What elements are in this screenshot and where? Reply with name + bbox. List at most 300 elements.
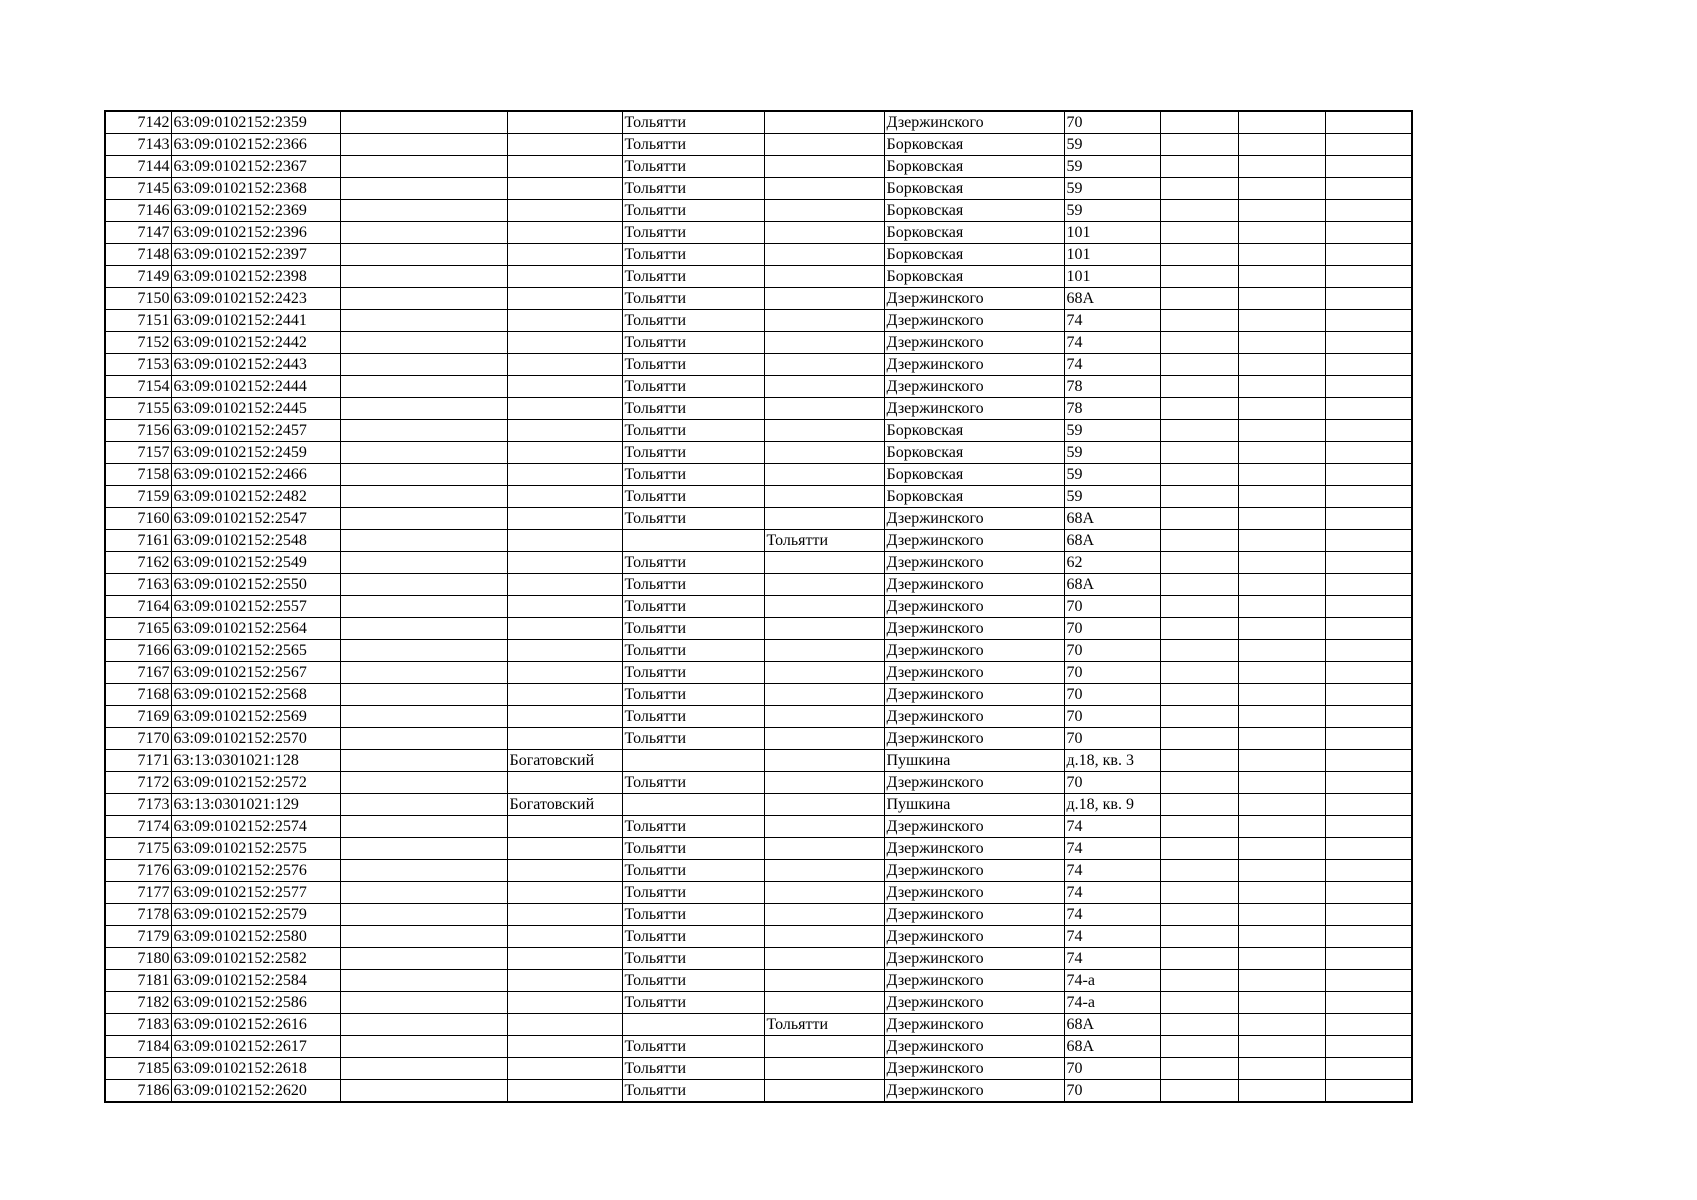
empty-cell (340, 772, 507, 794)
settlement-cell (764, 794, 884, 816)
empty-cell (1238, 354, 1325, 376)
empty-cell (1325, 354, 1412, 376)
empty-cell (1160, 794, 1238, 816)
district-cell (507, 244, 622, 266)
empty-cell (1325, 882, 1412, 904)
cadastral-number-cell: 63:09:0102152:2457 (171, 420, 340, 442)
cadastral-number-cell: 63:09:0102152:2574 (171, 816, 340, 838)
empty-cell (1325, 618, 1412, 640)
empty-cell (340, 970, 507, 992)
settlement-cell (764, 1058, 884, 1080)
table-row (105, 948, 1412, 970)
street-cell: Дзержинского (884, 970, 1064, 992)
city-cell: Тольятти (622, 1080, 764, 1103)
house-cell: 74 (1064, 354, 1160, 376)
city-cell: Тольятти (622, 574, 764, 596)
empty-cell (340, 288, 507, 310)
settlement-cell (764, 200, 884, 222)
settlement-cell (764, 134, 884, 156)
empty-cell (1238, 376, 1325, 398)
empty-cell (1325, 111, 1412, 134)
table-row (105, 574, 1412, 596)
city-cell: Тольятти (622, 156, 764, 178)
city-cell: Тольятти (622, 816, 764, 838)
house-cell: 74-а (1064, 970, 1160, 992)
row-number-cell: 7145 (105, 178, 171, 200)
house-cell: 74 (1064, 332, 1160, 354)
cadastral-number-cell: 63:09:0102152:2580 (171, 926, 340, 948)
city-cell: Тольятти (622, 398, 764, 420)
empty-cell (1325, 706, 1412, 728)
empty-cell (340, 178, 507, 200)
settlement-cell (764, 552, 884, 574)
table-row (105, 552, 1412, 574)
empty-cell (340, 530, 507, 552)
row-number-cell: 7148 (105, 244, 171, 266)
street-cell: Дзержинского (884, 926, 1064, 948)
empty-cell (1160, 904, 1238, 926)
empty-cell (1238, 816, 1325, 838)
empty-cell (1238, 926, 1325, 948)
district-cell (507, 354, 622, 376)
empty-cell (1160, 596, 1238, 618)
empty-cell (1325, 904, 1412, 926)
empty-cell (1160, 1036, 1238, 1058)
table-row (105, 530, 1412, 552)
district-cell (507, 728, 622, 750)
street-cell: Дзержинского (884, 596, 1064, 618)
city-cell: Тольятти (622, 992, 764, 1014)
house-cell: 74 (1064, 310, 1160, 332)
table-row (105, 794, 1412, 816)
empty-cell (1325, 1080, 1412, 1103)
house-cell: 70 (1064, 728, 1160, 750)
street-cell: Дзержинского (884, 354, 1064, 376)
district-cell (507, 200, 622, 222)
row-number-cell: 7154 (105, 376, 171, 398)
house-cell: 68А (1064, 574, 1160, 596)
district-cell (507, 772, 622, 794)
empty-cell (1160, 706, 1238, 728)
empty-cell (1325, 266, 1412, 288)
settlement-cell: Тольятти (764, 1014, 884, 1036)
house-cell: 59 (1064, 464, 1160, 486)
cadastral-number-cell: 63:09:0102152:2575 (171, 838, 340, 860)
empty-cell (1325, 684, 1412, 706)
cadastral-number-cell: 63:09:0102152:2569 (171, 706, 340, 728)
row-number-cell: 7149 (105, 266, 171, 288)
district-cell (507, 816, 622, 838)
street-cell: Дзержинского (884, 398, 1064, 420)
empty-cell (1325, 1036, 1412, 1058)
table-row (105, 398, 1412, 420)
settlement-cell (764, 772, 884, 794)
cadastral-number-cell: 63:09:0102152:2396 (171, 222, 340, 244)
cadastral-number-cell: 63:09:0102152:2618 (171, 1058, 340, 1080)
row-number-cell: 7174 (105, 816, 171, 838)
district-cell: Богатовский (507, 794, 622, 816)
empty-cell (340, 1080, 507, 1103)
settlement-cell (764, 926, 884, 948)
district-cell (507, 574, 622, 596)
house-cell: 70 (1064, 596, 1160, 618)
cadastral-number-cell: 63:09:0102152:2582 (171, 948, 340, 970)
empty-cell (1160, 618, 1238, 640)
row-number-cell: 7142 (105, 111, 171, 134)
empty-cell (340, 706, 507, 728)
settlement-cell (764, 684, 884, 706)
empty-cell (1160, 222, 1238, 244)
row-number-cell: 7159 (105, 486, 171, 508)
empty-cell (1160, 992, 1238, 1014)
house-cell: 70 (1064, 772, 1160, 794)
street-cell: Дзержинского (884, 882, 1064, 904)
empty-cell (340, 882, 507, 904)
city-cell: Тольятти (622, 244, 764, 266)
city-cell (622, 750, 764, 772)
table-row (105, 970, 1412, 992)
empty-cell (340, 926, 507, 948)
empty-cell (1325, 596, 1412, 618)
city-cell: Тольятти (622, 684, 764, 706)
settlement-cell (764, 1080, 884, 1103)
city-cell: Тольятти (622, 948, 764, 970)
district-cell (507, 442, 622, 464)
cadastral-number-cell: 63:09:0102152:2366 (171, 134, 340, 156)
empty-cell (1238, 662, 1325, 684)
table-row (105, 684, 1412, 706)
row-number-cell: 7144 (105, 156, 171, 178)
empty-cell (340, 750, 507, 772)
empty-cell (1238, 486, 1325, 508)
empty-cell (1325, 728, 1412, 750)
street-cell: Дзержинского (884, 838, 1064, 860)
street-cell: Дзержинского (884, 1014, 1064, 1036)
settlement-cell (764, 1036, 884, 1058)
table-row (105, 596, 1412, 618)
empty-cell (1238, 111, 1325, 134)
settlement-cell (764, 332, 884, 354)
street-cell: Дзержинского (884, 706, 1064, 728)
row-number-cell: 7153 (105, 354, 171, 376)
empty-cell (1160, 332, 1238, 354)
settlement-cell (764, 750, 884, 772)
empty-cell (1238, 464, 1325, 486)
empty-cell (1325, 574, 1412, 596)
house-cell: 59 (1064, 156, 1160, 178)
street-cell: Борковская (884, 486, 1064, 508)
city-cell: Тольятти (622, 178, 764, 200)
district-cell (507, 1058, 622, 1080)
empty-cell (340, 354, 507, 376)
district-cell (507, 134, 622, 156)
settlement-cell: Тольятти (764, 530, 884, 552)
empty-cell (1325, 332, 1412, 354)
empty-cell (340, 992, 507, 1014)
empty-cell (1325, 376, 1412, 398)
empty-cell (1160, 728, 1238, 750)
row-number-cell: 7180 (105, 948, 171, 970)
district-cell (507, 1080, 622, 1103)
city-cell: Тольятти (622, 1058, 764, 1080)
city-cell: Тольятти (622, 904, 764, 926)
settlement-cell (764, 838, 884, 860)
cadastral-number-cell: 63:09:0102152:2586 (171, 992, 340, 1014)
row-number-cell: 7152 (105, 332, 171, 354)
empty-cell (340, 684, 507, 706)
empty-cell (1238, 442, 1325, 464)
empty-cell (340, 816, 507, 838)
empty-cell (340, 640, 507, 662)
empty-cell (1325, 398, 1412, 420)
empty-cell (1325, 1014, 1412, 1036)
row-number-cell: 7170 (105, 728, 171, 750)
row-number-cell: 7150 (105, 288, 171, 310)
table-row (105, 222, 1412, 244)
row-number-cell: 7146 (105, 200, 171, 222)
empty-cell (1238, 596, 1325, 618)
empty-cell (1160, 816, 1238, 838)
house-cell: 70 (1064, 111, 1160, 134)
empty-cell (340, 596, 507, 618)
cadastral-number-cell: 63:09:0102152:2369 (171, 200, 340, 222)
district-cell: Богатовский (507, 750, 622, 772)
row-number-cell: 7165 (105, 618, 171, 640)
row-number-cell: 7178 (105, 904, 171, 926)
settlement-cell (764, 662, 884, 684)
city-cell: Тольятти (622, 1036, 764, 1058)
street-cell: Борковская (884, 222, 1064, 244)
house-cell: 59 (1064, 200, 1160, 222)
settlement-cell (764, 992, 884, 1014)
cadastral-number-cell: 63:09:0102152:2548 (171, 530, 340, 552)
empty-cell (1238, 772, 1325, 794)
district-cell (507, 640, 622, 662)
empty-cell (340, 398, 507, 420)
cadastral-number-cell: 63:09:0102152:2577 (171, 882, 340, 904)
empty-cell (340, 310, 507, 332)
cadastral-number-cell: 63:09:0102152:2567 (171, 662, 340, 684)
empty-cell (1160, 376, 1238, 398)
empty-cell (1238, 618, 1325, 640)
row-number-cell: 7185 (105, 1058, 171, 1080)
settlement-cell (764, 398, 884, 420)
empty-cell (340, 376, 507, 398)
empty-cell (1325, 1058, 1412, 1080)
cadastral-number-cell: 63:09:0102152:2570 (171, 728, 340, 750)
district-cell (507, 464, 622, 486)
street-cell: Борковская (884, 134, 1064, 156)
city-cell: Тольятти (622, 882, 764, 904)
empty-cell (1325, 750, 1412, 772)
cadastral-number-cell: 63:09:0102152:2572 (171, 772, 340, 794)
cadastral-number-cell: 63:09:0102152:2445 (171, 398, 340, 420)
empty-cell (1160, 530, 1238, 552)
empty-cell (1160, 354, 1238, 376)
street-cell: Дзержинского (884, 904, 1064, 926)
settlement-cell (764, 882, 884, 904)
district-cell (507, 310, 622, 332)
empty-cell (1238, 750, 1325, 772)
city-cell: Тольятти (622, 134, 764, 156)
empty-cell (1238, 992, 1325, 1014)
district-cell (507, 970, 622, 992)
cadastral-number-cell: 63:13:0301021:129 (171, 794, 340, 816)
empty-cell (1325, 860, 1412, 882)
empty-cell (1325, 816, 1412, 838)
settlement-cell (764, 442, 884, 464)
table-row (105, 1058, 1412, 1080)
street-cell: Дзержинского (884, 860, 1064, 882)
empty-cell (1160, 882, 1238, 904)
empty-cell (340, 442, 507, 464)
empty-cell (1238, 706, 1325, 728)
cadastral-number-cell: 63:09:0102152:2549 (171, 552, 340, 574)
house-cell: 74 (1064, 816, 1160, 838)
cadastral-number-cell: 63:09:0102152:2466 (171, 464, 340, 486)
city-cell: Тольятти (622, 420, 764, 442)
cadastral-number-cell: 63:09:0102152:2565 (171, 640, 340, 662)
district-cell (507, 156, 622, 178)
empty-cell (1325, 838, 1412, 860)
street-cell: Дзержинского (884, 530, 1064, 552)
cadastral-number-cell: 63:09:0102152:2459 (171, 442, 340, 464)
street-cell: Дзержинского (884, 1058, 1064, 1080)
cadastral-number-cell: 63:09:0102152:2367 (171, 156, 340, 178)
street-cell: Дзержинского (884, 816, 1064, 838)
street-cell: Борковская (884, 442, 1064, 464)
district-cell (507, 1036, 622, 1058)
empty-cell (1160, 398, 1238, 420)
city-cell: Тольятти (622, 860, 764, 882)
empty-cell (1160, 200, 1238, 222)
table-row (105, 772, 1412, 794)
empty-cell (1238, 266, 1325, 288)
street-cell: Борковская (884, 178, 1064, 200)
row-number-cell: 7184 (105, 1036, 171, 1058)
row-number-cell: 7156 (105, 420, 171, 442)
settlement-cell (764, 244, 884, 266)
city-cell: Тольятти (622, 662, 764, 684)
row-number-cell: 7175 (105, 838, 171, 860)
table-row (105, 354, 1412, 376)
city-cell: Тольятти (622, 508, 764, 530)
district-cell (507, 222, 622, 244)
table-row (105, 420, 1412, 442)
table-row (105, 376, 1412, 398)
house-cell: 70 (1064, 684, 1160, 706)
table-row (105, 486, 1412, 508)
settlement-cell (764, 376, 884, 398)
settlement-cell (764, 464, 884, 486)
district-cell (507, 948, 622, 970)
street-cell: Дзержинского (884, 662, 1064, 684)
row-number-cell: 7167 (105, 662, 171, 684)
empty-cell (1238, 332, 1325, 354)
empty-cell (1325, 992, 1412, 1014)
empty-cell (1238, 244, 1325, 266)
empty-cell (1238, 156, 1325, 178)
empty-cell (1325, 662, 1412, 684)
district-cell (507, 926, 622, 948)
settlement-cell (764, 904, 884, 926)
house-cell: 78 (1064, 398, 1160, 420)
empty-cell (340, 200, 507, 222)
empty-cell (1325, 420, 1412, 442)
row-number-cell: 7157 (105, 442, 171, 464)
empty-cell (1160, 111, 1238, 134)
empty-cell (1325, 178, 1412, 200)
district-cell (507, 904, 622, 926)
table-row (105, 706, 1412, 728)
empty-cell (1160, 134, 1238, 156)
empty-cell (1160, 310, 1238, 332)
row-number-cell: 7162 (105, 552, 171, 574)
empty-cell (1325, 310, 1412, 332)
district-cell (507, 486, 622, 508)
empty-cell (340, 662, 507, 684)
row-number-cell: 7169 (105, 706, 171, 728)
empty-cell (1325, 200, 1412, 222)
street-cell: Дзержинского (884, 332, 1064, 354)
street-cell: Дзержинского (884, 376, 1064, 398)
empty-cell (1325, 530, 1412, 552)
city-cell: Тольятти (622, 618, 764, 640)
row-number-cell: 7177 (105, 882, 171, 904)
row-number-cell: 7179 (105, 926, 171, 948)
district-cell (507, 860, 622, 882)
district-cell (507, 618, 622, 640)
empty-cell (340, 948, 507, 970)
cadastral-number-cell: 63:09:0102152:2442 (171, 332, 340, 354)
row-number-cell: 7161 (105, 530, 171, 552)
empty-cell (340, 134, 507, 156)
street-cell: Дзержинского (884, 1080, 1064, 1103)
cadastral-number-cell: 63:09:0102152:2397 (171, 244, 340, 266)
empty-cell (1238, 1036, 1325, 1058)
empty-cell (340, 574, 507, 596)
row-number-cell: 7186 (105, 1080, 171, 1103)
empty-cell (340, 838, 507, 860)
table-row (105, 618, 1412, 640)
city-cell (622, 1014, 764, 1036)
table-row (105, 904, 1412, 926)
empty-cell (340, 860, 507, 882)
empty-cell (1325, 552, 1412, 574)
city-cell: Тольятти (622, 222, 764, 244)
cadastral-number-cell: 63:13:0301021:128 (171, 750, 340, 772)
street-cell: Борковская (884, 420, 1064, 442)
city-cell: Тольятти (622, 200, 764, 222)
cadastral-number-cell: 63:09:0102152:2564 (171, 618, 340, 640)
settlement-cell (764, 948, 884, 970)
empty-cell (1160, 464, 1238, 486)
house-cell: 70 (1064, 618, 1160, 640)
empty-cell (1325, 926, 1412, 948)
empty-cell (340, 222, 507, 244)
house-cell: 74 (1064, 948, 1160, 970)
table-row (105, 178, 1412, 200)
table-row (105, 728, 1412, 750)
city-cell: Тольятти (622, 706, 764, 728)
settlement-cell (764, 310, 884, 332)
settlement-cell (764, 816, 884, 838)
cadastral-number-cell: 63:09:0102152:2557 (171, 596, 340, 618)
house-cell: 101 (1064, 244, 1160, 266)
street-cell: Борковская (884, 200, 1064, 222)
empty-cell (340, 111, 507, 134)
settlement-cell (764, 178, 884, 200)
